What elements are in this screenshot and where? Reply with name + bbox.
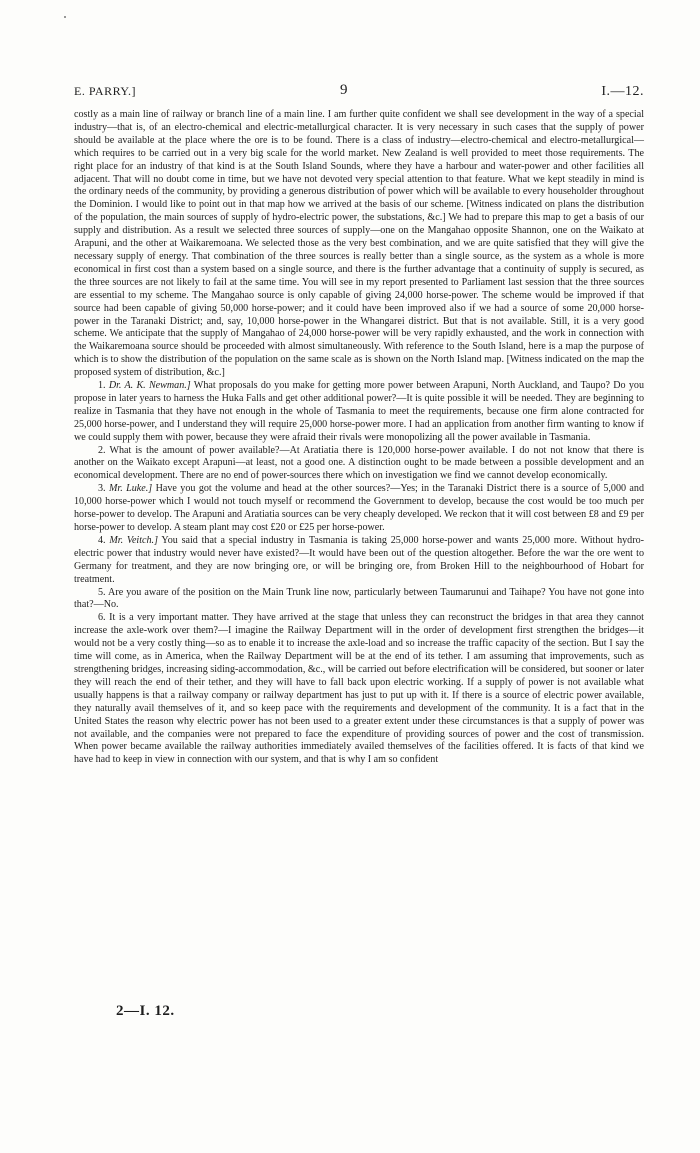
- question-number: 1.: [98, 380, 106, 392]
- header-author: E. PARRY.]: [74, 84, 137, 98]
- question-1: [74, 380, 644, 445]
- question-number: 2.: [98, 444, 106, 456]
- document-reference: I.—12.: [601, 84, 644, 99]
- question-text: Have you got the volume and head at the other sources?—Yes; in the Taranaki District there is a source of 5,000 and 10,000 horse-power which I would not touch myself or recommend the Government to develop, because the cost would be too much per horse-power to develop. The Arapuni and Aratiatia sources can be very cheaply developed. We reckon that it will cost between £8 and £9 per horse-power to develop. A steam plant may cost £20 or £25 per horse-power.: [74, 483, 645, 533]
- page-mark: [64, 16, 66, 18]
- signature-mark: 2—I. 12.: [116, 1003, 175, 1019]
- question-5: [74, 587, 644, 613]
- question-number: 4.: [98, 534, 106, 546]
- speaker: Mr. Luke.]: [108, 483, 153, 495]
- question-number: 5.: [98, 586, 106, 598]
- speaker: Dr. A. K. Newman.]: [108, 380, 191, 392]
- question-text: You said that a special industry in Tasmania is taking 25,000 horse-power and wants 25,000 more. Without hydro-electric power that industry would never have existed?—It would have been out of the question altogether. Before the war the ore went to Germany for treatment, and they are now bringing ore, or will be bringing ore, from Broken Hill to the neighbourhood of Hobart for treatment.: [74, 534, 644, 585]
- body-text: [74, 109, 644, 767]
- question-number: 3.: [98, 483, 106, 495]
- question-text: It is a very important matter. They have arrived at the stage that unless they can reconstruct the bridges in that area they cannot increase the axle-work over them?—I imagine the Railway Department will in the order of development first strengthen the bridges—it would not be a very costly thing—so as to enable it to increase the axle-load and so increase the traffic capacity of the section. But I say the time will come, as in America, when the Railway Department will be at the end of its tether. I am assuming that improvements, such as strengthening bridges, increasing siding-accommodation, &c., will be carried out before electrification will be considered, but sooner or later they will reach the end of their tether, and they will have to fall back upon electric working. If a supply of power is not available what usually happens is that a railway company or railway department has just to put up with it. If there is a source of electric power available, they naturally avail themselves of it, and so keep pace with the requirements and development of the community. It is a fact that in the United States the reason why electric power has not been used to a greater extent under these circumstances is that a supply of power was not available, and the companies were not prepared to face the expenditure of providing sources of power and the cost of transmission. When power became available the railway authorities immediately availed themselves of the facilities offered. It is facts of that kind we have had to keep in view in connection with our system, and that is why I am so confident: [74, 612, 644, 766]
- question-6: [74, 612, 644, 767]
- question-text: Are you aware of the position on the Main Trunk line now, particularly between Taumarunui and Taihape? You have not gone into that?—No.: [74, 586, 644, 611]
- question-3: [74, 483, 644, 535]
- question-2: [74, 445, 644, 484]
- question-text: What is the amount of power available?—At Aratiatia there is 120,000 horse-power available. I do not not know that there is another on the Waikato except Arapuni—at least, not a good one. A distinction ought to be made between a possible development and an economical development. There are no end of power-sources there which on investigation we find we cannot develop economically.: [74, 444, 644, 482]
- page-header: [74, 84, 644, 104]
- opening-paragraph: costly as a main line of railway or branch line of a main line. I am further quite confident we shall see development in the way of a special industry—that is, of an electro-chemical and electric-metallurgical character. It is very necessary in such cases that the supply of power should be available at the place where the ore is to be found. There is a class of industry—electro-chemical and electro-metallurgical—which requires to be carried out in a very big scale for the world market. New Zealand is well provided to meet those requirements. The right place for an industry of that kind is at the South Island Sounds, where they have a harbour and water-power and other facilities all adjacent. That will no doubt come in time, but we have not devoted very special attention to that feature. What we kept steadily in mind is the ordinary needs of the community, by providing a generous distribution of power which will be available to every householder throughout the Dominion. I would like to point out in that map how we arrived at the basis of our scheme. [Witness indicated on plans the distribution of the population, the main sources of supply of hydro-electric power, the substations, &c.] We had to prepare this map to get a basis of our supply and distribution. As a result we selected three sources of supply—one on the Mangahao opposite Shannon, one on the Waikato at Arapuni, and the other at Waikaremoana. We selected those as the very best combination, and we are quite satisfied that they will give the necessary supply of energy. That combination of the three sources is really better than a single source, as the system as a whole is more economical in first cost than a system based on a single source, and there is the further advantage that a continuity of supply is secured, as the three sources are not likely to fail at the same time. You will see in my report presented to Parliament last session that the three sources are essential to my scheme. The Mangahao source is only capable of giving 24,000 horse-power. The scheme would be improved if that source had been capable of giving 50,000 horse-power; and it could have been improved also if we had a source of some 20,000 horse-power in the Taranaki District; and, say, 10,000 horse-power in the Whangarei district. But that is not available. Still, it is a very good scheme. We anticipate that the supply of Mangahao of 24,000 horse-power will be very rapidly exhausted, and the work in connection with the Waikaremoana source should be proceeded with almost simultaneously. With reference to the South Island, here is a map the purpose of which is to show the distribution of the population on the same scale as is shown on the North Island map. [Witness indicated on the map the proposed system of distribution, &c.]: [74, 109, 644, 379]
- page-number: 9: [340, 82, 348, 98]
- question-4: [74, 535, 644, 587]
- question-text: What proposals do you make for getting more power between Arapuni, North Auckland, and Taupo? Do you propose in later years to harness the Huka Falls and get other additional power?—It is quite possible it will be needed. They are beginning to realize in Tasmania that they have not enough in the whole of Tasmania to meet the requirements, because one firm alone contracted for 25,000 horse-power, and I understand they will require 25,000 horse-power more. I had an application from another firm wanting to know if we could supply them with power, because they were afraid their rivals were monopolizing all the power available in Tasmania.: [74, 380, 644, 443]
- speaker: Mr. Veitch.]: [109, 534, 159, 546]
- question-number: 6.: [98, 612, 106, 624]
